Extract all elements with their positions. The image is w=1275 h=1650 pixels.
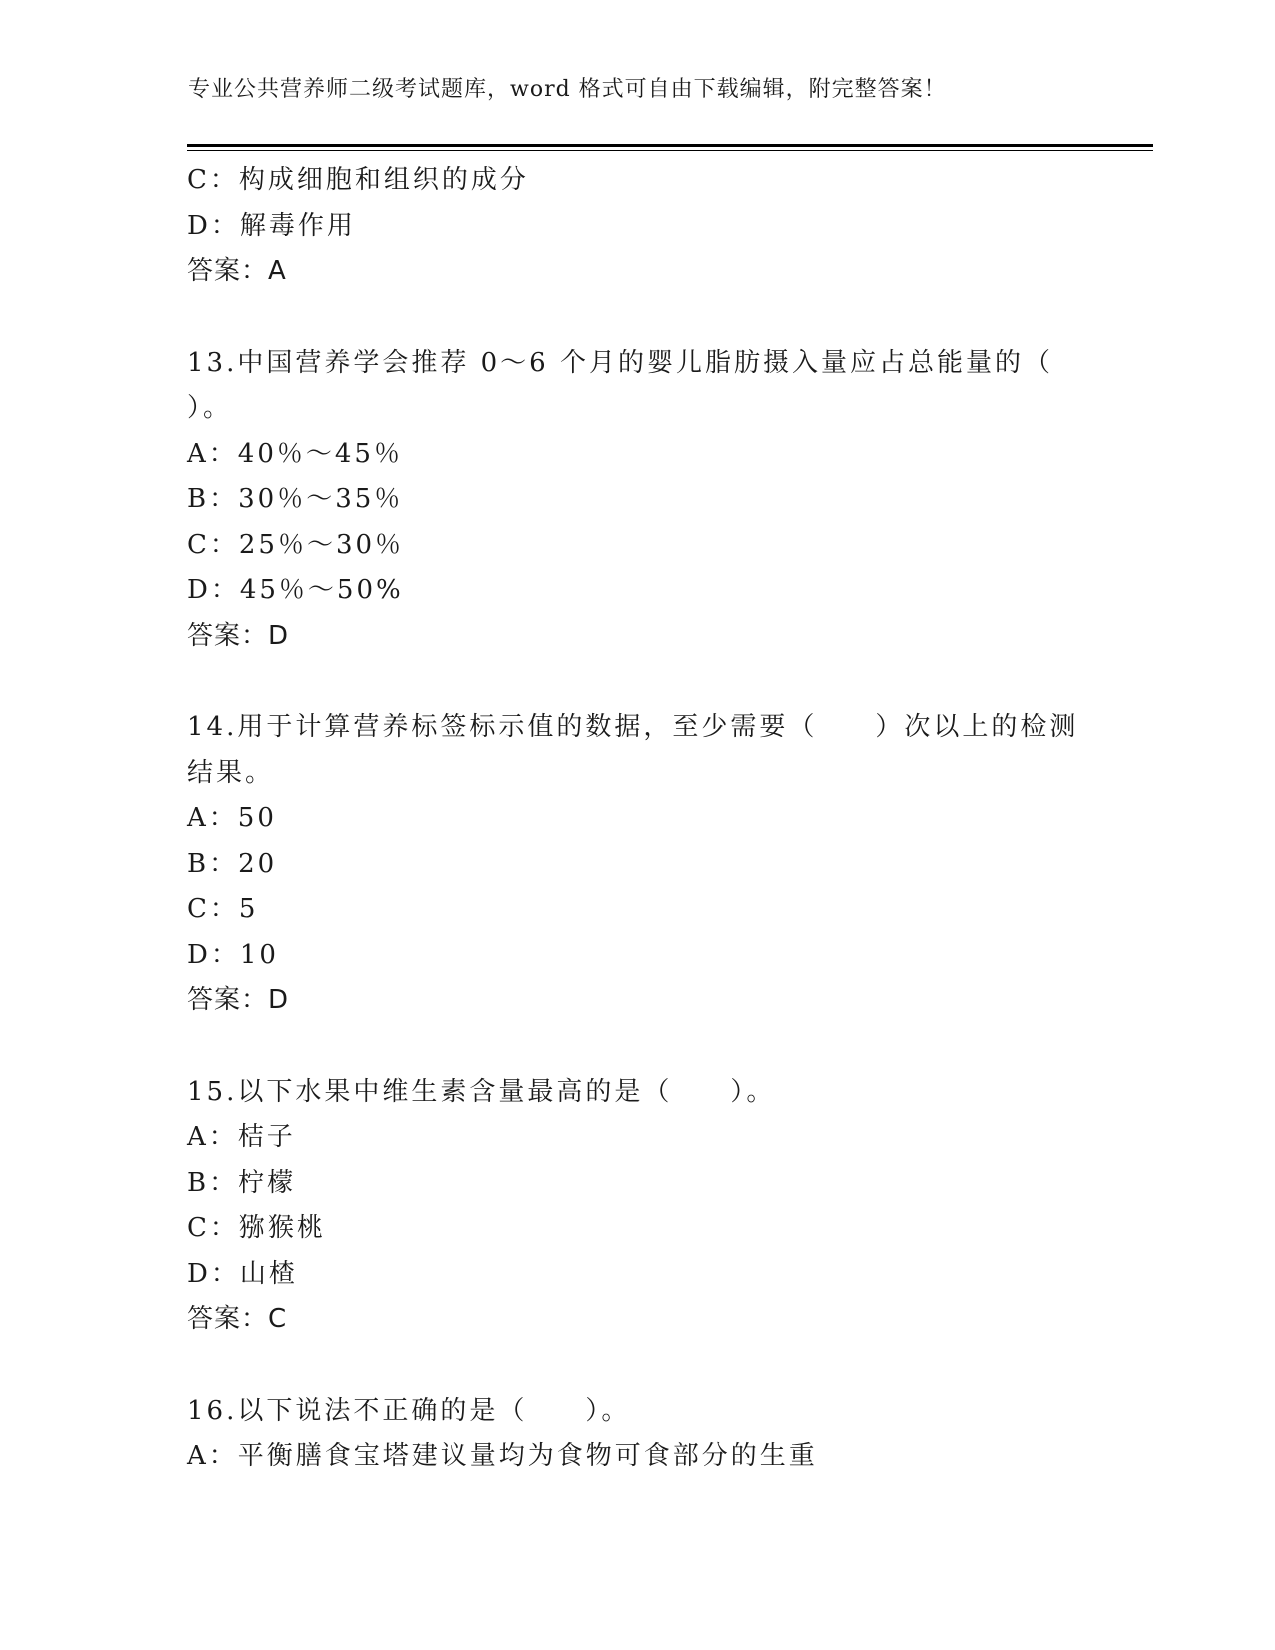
question-stem-line-1: 14.用于计算营养标签标示值的数据，至少需要（ ）次以上的检测	[187, 712, 1079, 742]
option-a: A：50	[187, 803, 277, 833]
answer-line: 答案：D	[187, 620, 290, 651]
option-c: C：25％～30％	[187, 529, 405, 560]
question-stem-line-1: 16.以下说法不正确的是（ ）。	[187, 1395, 631, 1426]
option-b: B：30％～35％	[187, 484, 404, 514]
question-stem-line-1: 15.以下水果中维生素含量最高的是（ ）。	[187, 1076, 776, 1107]
prev-question-tail	[187, 158, 1087, 295]
option-d: D：45％～50%	[187, 575, 404, 605]
header-rule-thin	[187, 150, 1153, 151]
header-rule-thick	[187, 144, 1153, 147]
option-d: D：解毒作用	[187, 210, 356, 241]
question-13	[187, 341, 1087, 660]
option-c: C：构成细胞和组织的成分	[187, 165, 529, 195]
spacer	[187, 295, 1087, 341]
option-d: D：山楂	[187, 1258, 298, 1289]
question-14	[187, 705, 1087, 1024]
question-15	[187, 1070, 1087, 1343]
option-d: D：10	[187, 939, 279, 970]
answer-line: 答案：C	[187, 1304, 288, 1334]
question-16	[187, 1389, 1087, 1480]
option-a: A：平衡膳食宝塔建议量均为食物可食部分的生重	[187, 1441, 818, 1471]
question-stem-line-2: 结果。	[187, 757, 275, 788]
page-header: 专业公共营养师二级考试题库，word 格式可自由下载编辑，附完整答案！	[188, 77, 947, 102]
spacer	[187, 1343, 1087, 1389]
spacer	[187, 659, 1087, 705]
spacer	[187, 1024, 1087, 1070]
answer-line: 答案：D	[187, 985, 290, 1015]
option-b: B：20	[187, 848, 278, 879]
question-content	[187, 158, 1087, 1480]
option-a: A：40％～45％	[187, 438, 403, 469]
option-a: A：桔子	[187, 1122, 296, 1152]
answer-line: 答案：A	[187, 256, 287, 286]
question-stem-line-2: ）。	[187, 393, 233, 423]
question-stem-line-1: 13.中国营养学会推荐 0～6 个月的婴儿脂肪摄入量应占总能量的（	[187, 347, 1053, 378]
option-b: B：柠檬	[187, 1167, 297, 1198]
option-c: C：5	[187, 894, 259, 924]
option-c: C：猕猴桃	[187, 1213, 326, 1243]
